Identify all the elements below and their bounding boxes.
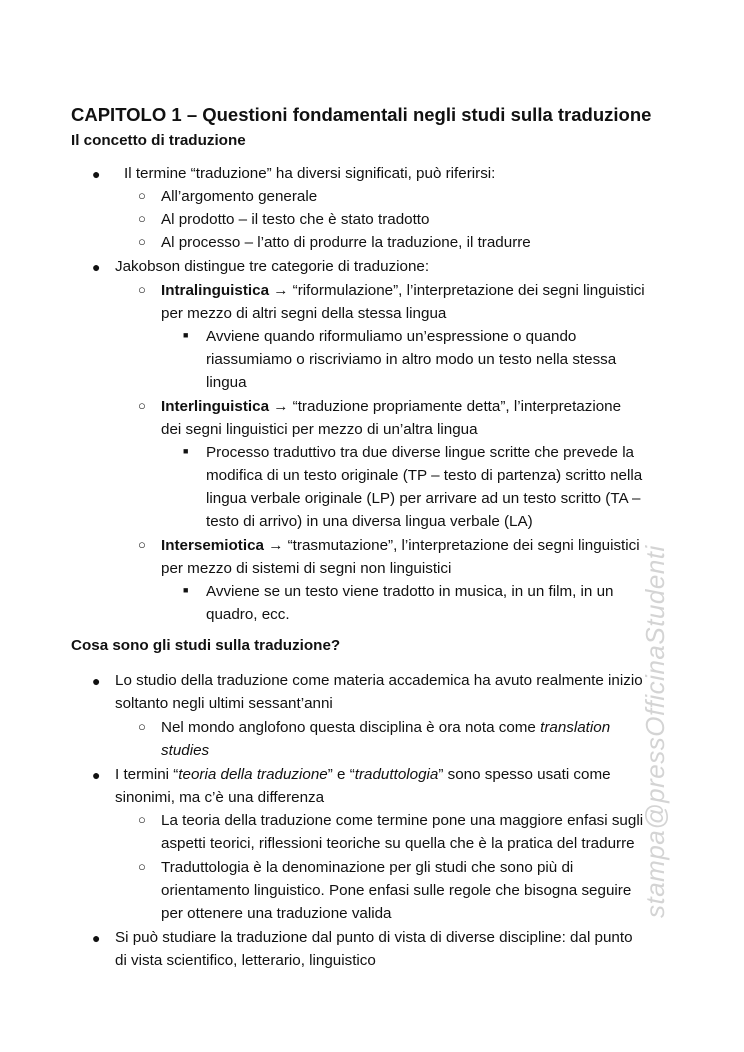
bullet-marker: ● bbox=[92, 767, 101, 783]
text-line: orientamento linguistico. Pone enfasi sulle regole che bisogna seguire bbox=[161, 882, 632, 899]
list-item: Traduttologia è la denominazione per gli studi che sono più di bbox=[161, 859, 574, 876]
text-line: sinonimi, ma c’è una differenza bbox=[115, 789, 325, 806]
text-line: per ottenere una traduzione valida bbox=[161, 905, 392, 922]
bullet-marker: ○ bbox=[138, 812, 146, 827]
list-item: La teoria della traduzione come termine pone una maggiore enfasi sugli bbox=[161, 812, 644, 829]
text-segment: Nel mondo anglofono questa disciplina è ora nota come bbox=[161, 719, 541, 736]
list-item: Jakobson distingue tre categorie di traduzione: bbox=[115, 258, 430, 275]
text-line: modifica di un testo originale (TP – testo di partenza) scritto nella bbox=[206, 467, 643, 484]
text-line: quadro, ecc. bbox=[206, 606, 290, 623]
text-line: per mezzo di altri segni della stessa lingua bbox=[161, 305, 447, 322]
bullet-marker: ○ bbox=[138, 719, 146, 734]
italic-term: teoria della traduzione bbox=[178, 766, 328, 783]
bullet-marker: ● bbox=[92, 673, 101, 689]
italic-term: traduttologia bbox=[354, 766, 439, 783]
bullet-marker: ○ bbox=[138, 188, 146, 203]
list-item: Si può studiare la traduzione dal punto di vista di diverse discipline: dal punto bbox=[115, 929, 633, 946]
list-item bbox=[161, 718, 610, 738]
term-intersemiotica: Intersemiotica bbox=[161, 537, 264, 554]
text-line: lingua bbox=[206, 374, 247, 391]
bullet-marker: ● bbox=[92, 930, 101, 946]
list-item bbox=[115, 765, 611, 785]
term-description: → “traduzione propriamente detta”, l’interpretazione bbox=[269, 398, 622, 415]
text-line: dei segni linguistici per mezzo di un’altra lingua bbox=[161, 421, 478, 438]
italic-term: studies bbox=[161, 742, 210, 759]
text-line: aspetti teorici, riflessioni teoriche su quella che è la pratica del tradurre bbox=[161, 835, 635, 852]
list-item: Al processo – l’atto di produrre la traduzione, il tradurre bbox=[161, 234, 531, 251]
bullet-marker: ● bbox=[92, 259, 101, 275]
text-line: per mezzo di sistemi di segni non linguistici bbox=[161, 560, 452, 577]
term-description: → “riformulazione”, l’interpretazione dei segni linguistici bbox=[269, 282, 645, 299]
bullet-marker: ○ bbox=[138, 398, 146, 413]
text-line: lingua verbale originale (LP) per arrivare ad un testo scritto (TA – bbox=[206, 490, 641, 507]
text-line: di vista scientifico, letterario, linguistico bbox=[115, 952, 376, 969]
text-line: soltanto negli ultimi sessant’anni bbox=[115, 695, 333, 712]
bullet-marker: ● bbox=[92, 166, 101, 182]
list-item: Al prodotto – il testo che è stato tradotto bbox=[161, 211, 430, 228]
bullet-marker: ○ bbox=[138, 537, 146, 552]
bullet-marker: ○ bbox=[138, 211, 146, 226]
term-interlinguistica: Interlinguistica bbox=[161, 398, 270, 415]
section-heading-studies: Cosa sono gli studi sulla traduzione? bbox=[71, 637, 341, 654]
text-segment: I termini “ bbox=[115, 766, 179, 783]
bullet-marker: ■ bbox=[183, 446, 189, 456]
list-item bbox=[161, 397, 621, 417]
list-item bbox=[161, 281, 645, 301]
text-line: Avviene quando riformuliamo un’espressione o quando bbox=[206, 328, 577, 345]
term-intralinguistica: Intralinguistica bbox=[161, 282, 270, 299]
bullet-marker: ○ bbox=[138, 859, 146, 874]
text-segment: ” e “ bbox=[327, 766, 355, 783]
bullet-marker: ○ bbox=[138, 234, 146, 249]
chapter-title: CAPITOLO 1 – Questioni fondamentali negli studi sulla traduzione bbox=[71, 104, 652, 125]
text-line: testo di arrivo) in una diversa lingua verbale (LA) bbox=[206, 513, 533, 530]
term-description: → “trasmutazione”, l’interpretazione dei segni linguistici bbox=[263, 537, 640, 554]
list-item bbox=[161, 536, 640, 556]
list-item: All’argomento generale bbox=[161, 188, 318, 205]
italic-term: translation bbox=[540, 719, 611, 736]
text-line: Avviene se un testo viene tradotto in musica, in un film, in un bbox=[206, 583, 614, 600]
watermark: stampa@pressOfficinaStudenti bbox=[640, 545, 670, 918]
section-heading-concept: Il concetto di traduzione bbox=[71, 132, 246, 149]
text-line: riassumiamo o riscriviamo in altro modo un testo nella stessa bbox=[206, 351, 617, 368]
bullet-marker: ○ bbox=[138, 282, 146, 297]
bullet-marker: ■ bbox=[183, 585, 189, 595]
text-segment: ” sono spesso usati come bbox=[438, 766, 611, 783]
list-item: Il termine “traduzione” ha diversi significati, può riferirsi: bbox=[124, 165, 496, 182]
bullet-marker: ■ bbox=[183, 330, 189, 340]
text-line: Processo traduttivo tra due diverse lingue scritte che prevede la bbox=[206, 444, 635, 461]
list-item: Lo studio della traduzione come materia accademica ha avuto realmente inizio bbox=[115, 672, 643, 689]
